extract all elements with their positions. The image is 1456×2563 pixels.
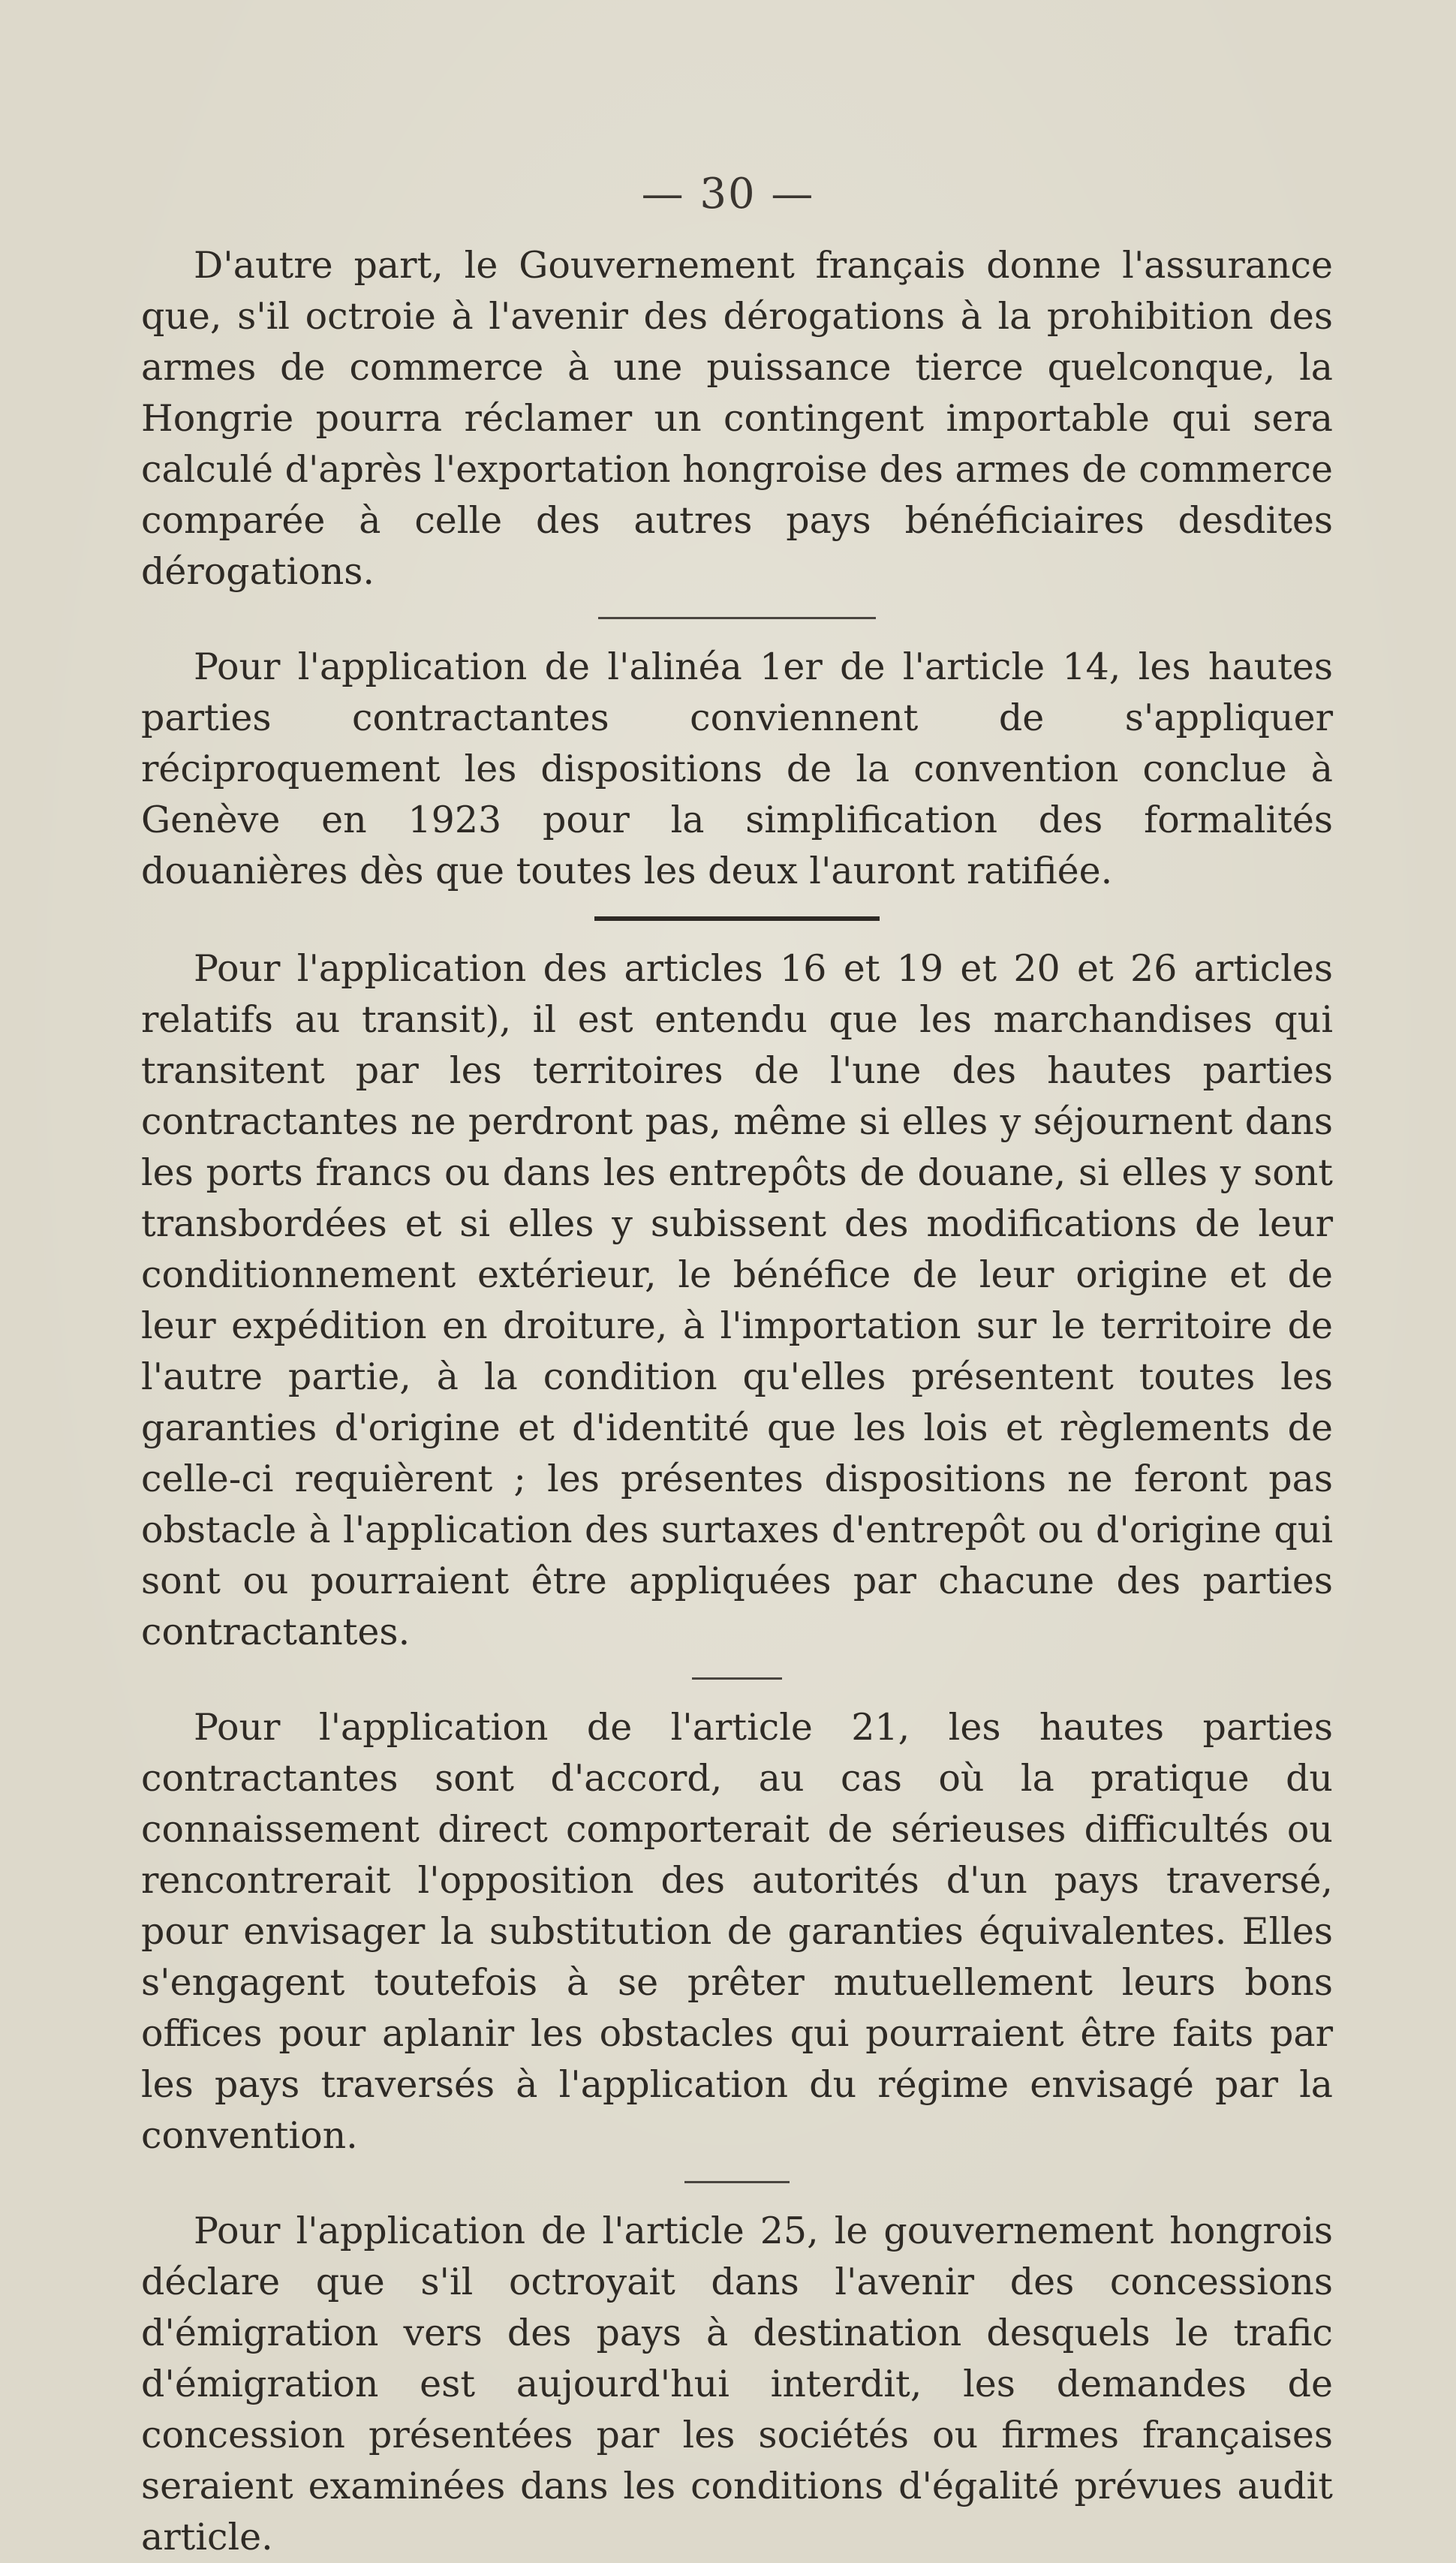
paragraph-article-14: Pour l'application de l'alinéa 1er de l'article 14, les hautes parties contractantes conviennent de s'appliquer réciproquement les dispositions de la convention conclue à Genève en 1923 pour la simplification des formalités douanières dès que toutes les deux l'auront ratifiée. [141,645,1333,892]
page-body [141,240,1333,2563]
separator-rule [598,617,876,619]
separator-rule [684,2181,790,2183]
separator-rule [692,1677,782,1680]
paragraph-arms-derogations: D'autre part, le Gouvernement français donne l'assurance que, s'il octroie à l'avenir des dérogations à la prohibition des armes de commerce à une puissance tierce quelconque, la Hongrie pourra réclamer un contingent importable qui sera calculé d'après l'exportation hongroise des armes de commerce comparée à celle des autres pays bénéficiaires desdites dérogations. [141,244,1333,593]
separator-rule [594,916,880,921]
page-number: — 30 — [641,170,815,218]
paragraph-article-21: Pour l'application de l'article 21, les hautes parties contractantes sont d'accord, au cas où la pratique du connaissement direct comporterait de sérieuses difficultés ou rencontrerait l'opposition des autorités d'un pays traversé, pour envisager la substitution de garanties équivalentes. Elles s'engagent toutefois à se prêter mutuellement leurs bons offices pour aplanir les obstacles qui pourraient être faits par les pays traversés à l'application du régime envisagé par la convention. [141,1706,1333,2157]
paragraph-transit-articles: Pour l'application des articles 16 et 19 et 20 et 26 articles relatifs au transit), il est entendu que les marchandises qui transitent par les territoires de l'une des hautes parties contractantes ne perdront pas, même si elles y séjournent dans les ports francs ou dans les entrepôts de douane, si elles y sont transbordées et si elles y subissent des modifications de leur conditionnement extérieur, le bénéfice de leur origine et de leur expédition en droiture, à l'importation sur le territoire de l'autre partie, à la condition qu'elles présentent toutes les garanties d'origine et d'identité que les lois et règlements de celle-ci requièrent ; les présentes dispositions ne feront pas obstacle à l'application des surtaxes d'entrepôt ou d'origine qui sont ou pourraient être appliquées par chacune des parties contractantes. [141,947,1333,1653]
paragraph-article-25: Pour l'application de l'article 25, le gouvernement hongrois déclare que s'il octroyait dans l'avenir des concessions d'émigration vers des pays à destination desquels le trafic d'émigration est aujourd'hui interdit, les demandes de concession présentées par les sociétés ou firmes françaises seraient examinées dans les conditions d'égalité prévues audit article. [141,2210,1333,2558]
